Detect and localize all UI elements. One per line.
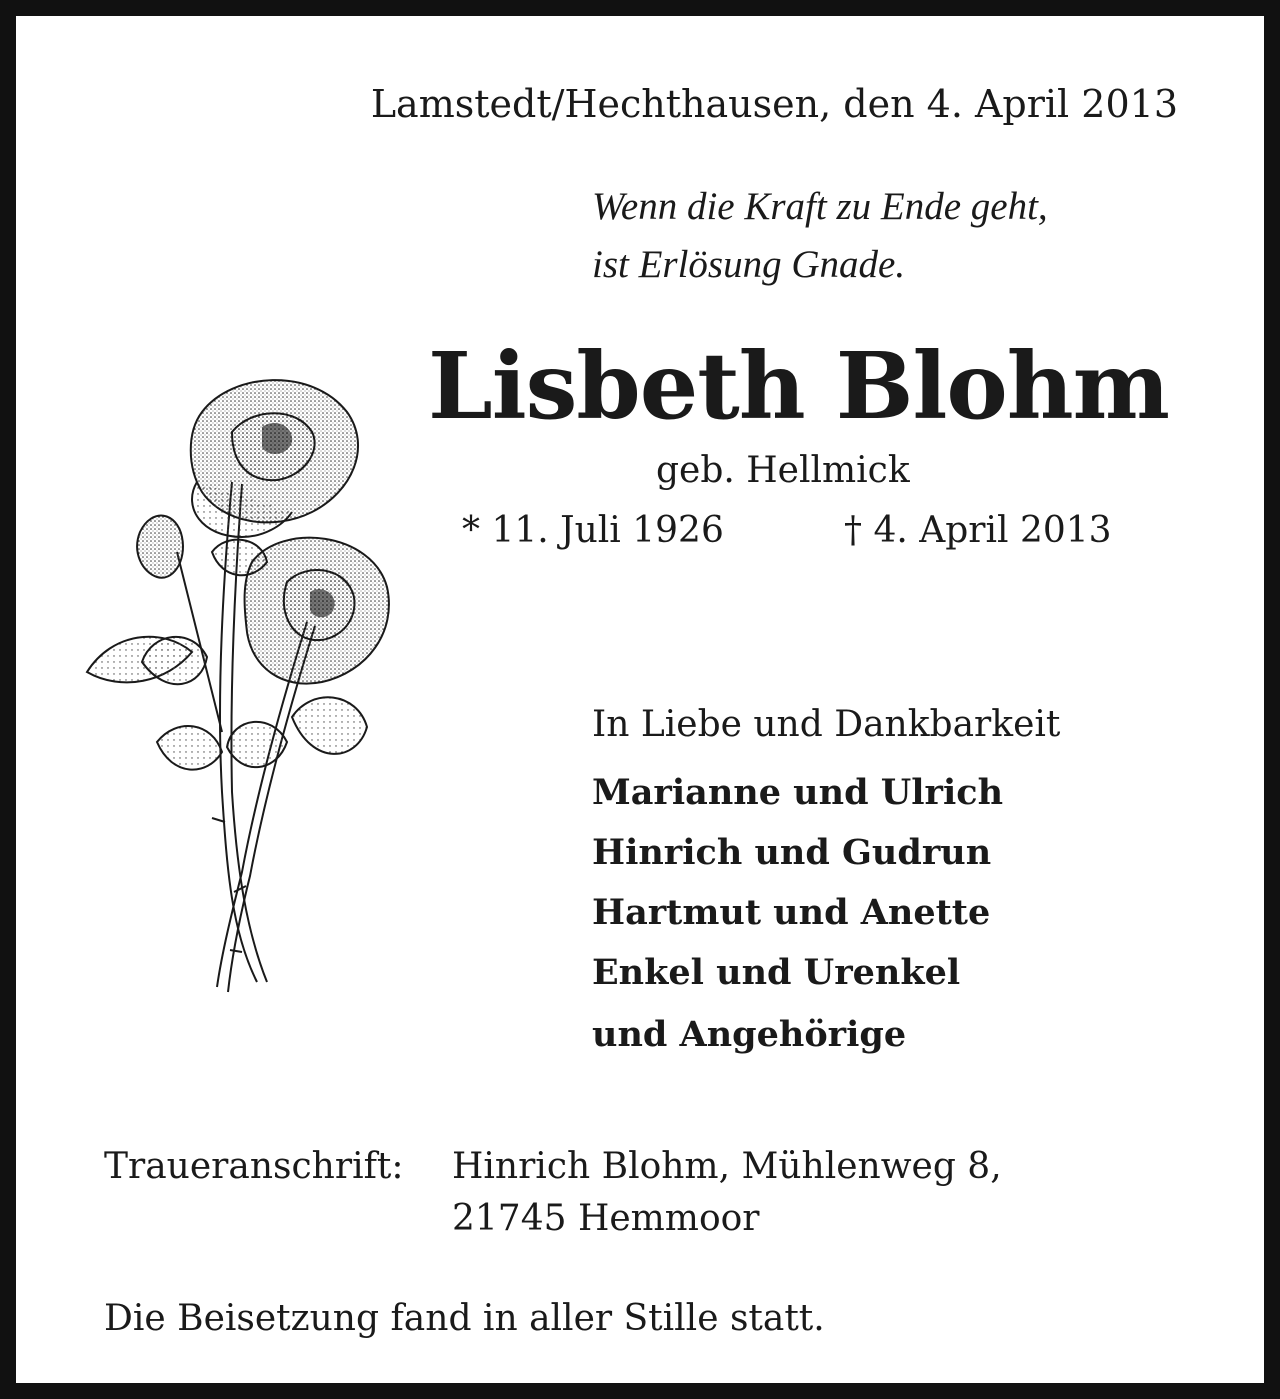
mourner-line: Hartmut und Anette <box>592 892 991 933</box>
mourner-line: Enkel und Urenkel <box>592 952 961 993</box>
rose-illustration-icon <box>82 372 402 1022</box>
burial-note: Die Beisetzung fand in aller Stille statt. <box>104 1298 825 1339</box>
address-line-2: 21745 Hemmoor <box>452 1198 760 1239</box>
address-line-1: Hinrich Blohm, Mühlenweg 8, <box>452 1146 1002 1187</box>
mourners-intro: In Liebe und Dankbarkeit <box>592 704 1061 745</box>
quote-line-2: ist Erlösung Gnade. <box>592 243 906 286</box>
quote-line-1: Wenn die Kraft zu Ende geht, <box>592 185 1048 228</box>
deceased-name: Lisbeth Blohm <box>428 332 1170 440</box>
place-date: Lamstedt/Hechthausen, den 4. April 2013 <box>370 82 1178 126</box>
mourner-line: und Angehörige <box>592 1014 907 1055</box>
mourner-line: Hinrich und Gudrun <box>592 832 992 873</box>
birth-date: * 11. Juli 1926 <box>462 510 724 551</box>
death-date: † 4. April 2013 <box>844 510 1112 551</box>
maiden-name: geb. Hellmick <box>656 450 910 491</box>
mourner-line: Marianne und Ulrich <box>592 772 1004 813</box>
address-label: Traueranschrift: <box>104 1146 404 1187</box>
